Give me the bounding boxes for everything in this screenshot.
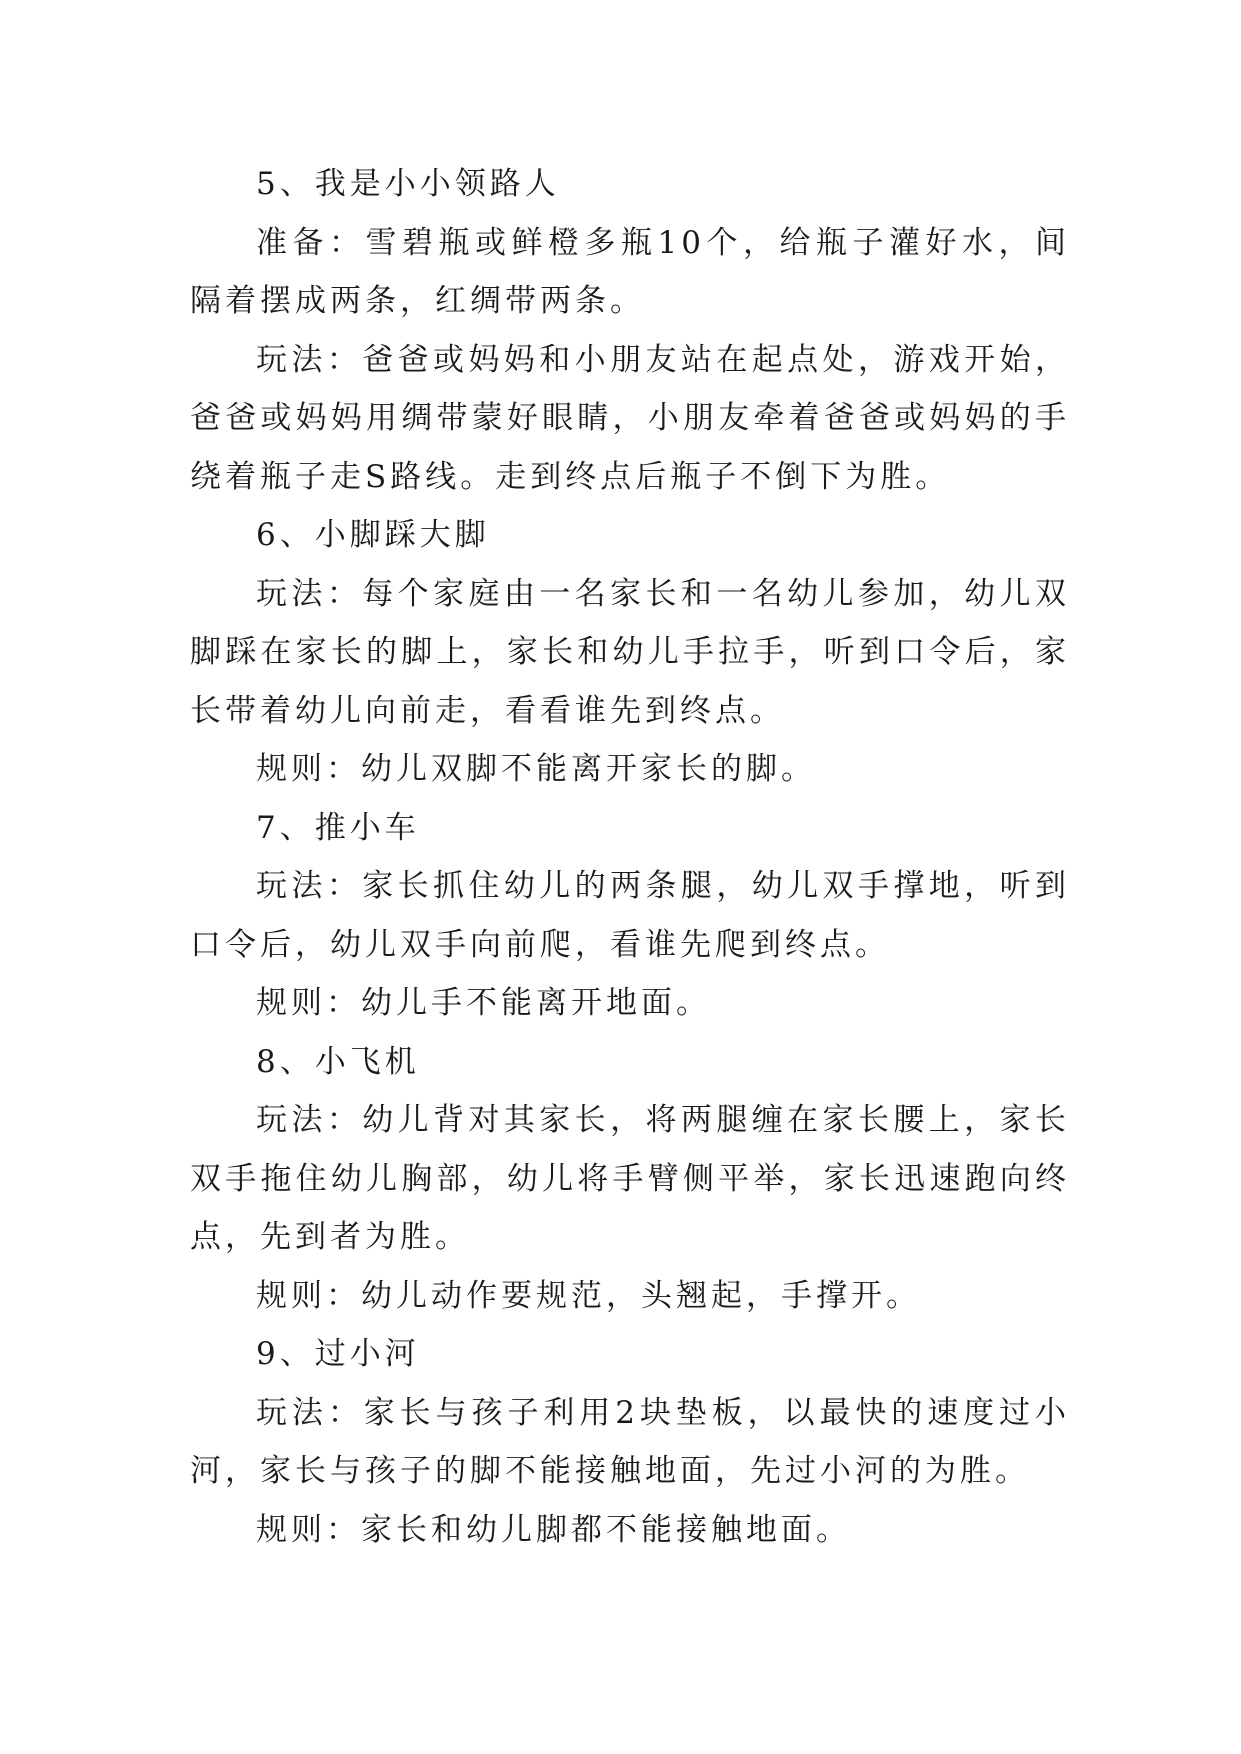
gameplay-paragraph-7: 玩法：家长抓住幼儿的两条腿，幼儿双手撑地，听到口令后，幼儿双手向前爬，看谁先爬到终点。 [190, 868, 1070, 963]
section-heading-9: 9、过小河 [256, 1336, 420, 1372]
rule-paragraph-7: 规则：幼儿手不能离开地面。 [256, 985, 711, 1021]
section-heading-8: 8、小飞机 [256, 1043, 420, 1080]
gameplay-paragraph-6: 玩法：每个家庭由一名家长和一名幼儿参加，幼儿双脚踩在家长的脚上，家长和幼儿手拉手，听到口令后，家长带着幼儿向前走，看看谁先到终点。 [190, 575, 1070, 729]
gameplay-paragraph-5: 玩法：爸爸或妈妈和小朋友站在起点处，游戏开始，爸爸或妈妈用绸带蒙好眼睛，小朋友牵着爸爸或妈妈的手绕着瓶子走S路线。走到终点后瓶子不倒下为胜。 [190, 341, 1070, 495]
section-heading-6: 6、小脚踩大脚 [256, 517, 490, 553]
document-body [190, 155, 1070, 1559]
gameplay-paragraph-8: 玩法：幼儿背对其家长，将两腿缠在家长腰上，家长双手拖住幼儿胸部，幼儿将手臂侧平举，家长迅速跑向终点，先到者为胜。 [190, 1102, 1070, 1255]
section-heading-5: 5、我是小小领路人 [256, 166, 560, 202]
rule-paragraph-8: 规则：幼儿动作要规范，头翘起，手撑开。 [256, 1277, 921, 1314]
gameplay-paragraph-9: 玩法：家长与孩子利用2块垫板，以最快的速度过小河，家长与孩子的脚不能接触地面，先过小河的为胜。 [190, 1394, 1070, 1489]
rule-paragraph-6: 规则：幼儿双脚不能离开家长的脚。 [256, 751, 816, 787]
rule-paragraph-9: 规则：家长和幼儿脚都不能接触地面。 [256, 1511, 851, 1548]
section-heading-7: 7、推小车 [256, 809, 420, 846]
preparation-paragraph-5: 准备：雪碧瓶或鲜橙多瓶10个，给瓶子灌好水，间隔着摆成两条，红绸带两条。 [190, 224, 1070, 319]
